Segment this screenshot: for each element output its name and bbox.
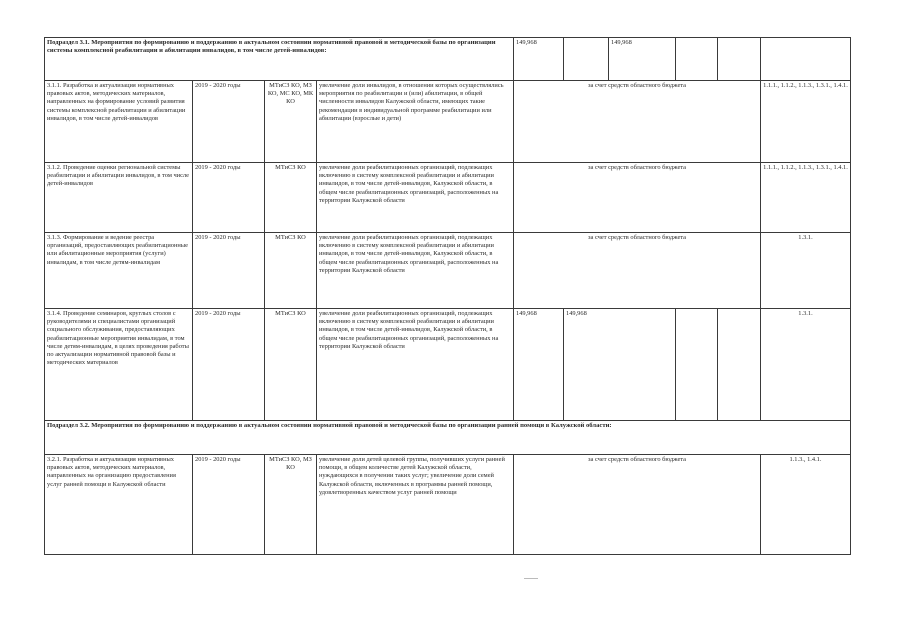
measure-executor: МТиСЗ КО — [265, 309, 317, 421]
funding-source: за счет средств областного бюджета — [514, 81, 761, 163]
measure-executor: МТиСЗ КО, МЗ КО, МС КО, МК КО — [265, 81, 317, 163]
measure-name: 3.1.1. Разработка и актуализация нормативных правовых актов, методических материалов, направленных на формирование условий развития системы комплексной реабилитации и абилитации инвалидов, в том числе детей-инвалидов — [45, 81, 193, 163]
table-row — [45, 81, 851, 163]
measure-executor: МТиСЗ КО, МЗ КО — [265, 455, 317, 555]
measure-result: увеличение доли реабилитационных организаций, подлежащих включению в систему комплексной реабилитации и абилитации инвалидов, в том числе детей-инвалидов, Калужской области, в общем числе реабилитационных организаций, расположенных на территории Калужской области — [317, 233, 514, 309]
indicator-links: 1.3.1. — [761, 233, 851, 309]
measure-period: 2019 - 2020 годы — [193, 455, 265, 555]
funding-source: за счет средств областного бюджета — [514, 455, 761, 555]
indicator-links: 1.1.1., 1.1.2., 1.1.3., 1.3.1., 1.4.1. — [761, 81, 851, 163]
indicator-links: 1.1.3., 1.4.1. — [761, 455, 851, 555]
measure-period: 2019 - 2020 годы — [193, 309, 265, 421]
measure-result: увеличение доли детей целевой группы, получивших услуги ранней помощи, в общем количестве детей Калужской области, нуждающихся в получении таких услуг; увеличение доли семей Калужской области, включенных в программы ранней помощи, удовлетворенных качеством услуг ранней помощи — [317, 455, 514, 555]
measure-name: 3.2.1. Разработка и актуализация нормативных правовых актов, методических материалов, направленных на организацию предоставления услуг ранней помощи в Калужской области — [45, 455, 193, 555]
section-header-row — [45, 38, 851, 81]
table-row — [45, 309, 851, 421]
measure-name: 3.1.2. Проведение оценки региональной системы реабилитации и абилитации инвалидов, в том числе детей-инвалидов — [45, 163, 193, 233]
measure-period: 2019 - 2020 годы — [193, 233, 265, 309]
table-row — [45, 163, 851, 233]
measure-executor: МТиСЗ КО — [265, 233, 317, 309]
measure-executor: МТиСЗ КО — [265, 163, 317, 233]
measure-period: 2019 - 2020 годы — [193, 163, 265, 233]
table-row — [45, 233, 851, 309]
measure-name: 3.1.3. Формирование и ведение реестра организаций, предоставляющих реабилитационные или абилитационные мероприятия (услуги) инвалидам, в том числе детям-инвалидам — [45, 233, 193, 309]
funding-value-b: 149,968 — [564, 309, 676, 421]
total-value-b: 149,968 — [609, 38, 676, 81]
funding-source: за счет средств областного бюджета — [514, 163, 761, 233]
measure-period: 2019 - 2020 годы — [193, 81, 265, 163]
measure-name: 3.1.4. Проведение семинаров, круглых столов с руководителями и специалистами организаций социального обслуживания, предоставляющих реабилитационные мероприятия инвалидам, в том числе детям-инвалидам, в целях проведения работы по актуализации нормативной правовой базы и методических материалов — [45, 309, 193, 421]
measures-table — [44, 37, 851, 555]
indicator-links: 1.3.1. — [761, 309, 851, 421]
measure-result: увеличение доли инвалидов, в отношении которых осуществлялись мероприятия по реабилитации и (или) абилитации, в общей численности инвалидов Калужской области, имеющих такие рекомендации в индивидуальной программе реабилитации или абилитации (взрослые и дети) — [317, 81, 514, 163]
indicator-links: 1.1.1., 1.1.2., 1.1.3., 1.3.1., 1.4.1. — [761, 163, 851, 233]
funding-value-a: 149,968 — [514, 309, 564, 421]
measure-result: увеличение доли реабилитационных организаций, подлежащих включению в систему комплексной реабилитации и абилитации инвалидов, в том числе детей-инвалидов, Калужской области, в общем числе реабилитационных организаций, расположенных на территории Калужской области — [317, 163, 514, 233]
table-row — [45, 455, 851, 555]
total-value-a: 149,968 — [514, 38, 564, 81]
section-title: Подраздел 3.2. Мероприятия по формированию и поддержанию в актуальном состоянии нормативной правовой и методической базы по организации ранней помощи в Калужской области: — [45, 421, 851, 455]
measure-result: увеличение доли реабилитационных организаций, подлежащих включению в систему комплексной реабилитации и абилитации инвалидов, в том числе детей-инвалидов, Калужской области, в общем числе реабилитационных организаций, расположенных на территории Калужской области — [317, 309, 514, 421]
section-title: Подраздел 3.1. Мероприятия по формированию и поддержанию в актуальном состоянии нормативной правовой и методической базы по организации системы комплексной реабилитации и абилитации инвалидов, в том числе детей-инвалидов: — [45, 38, 514, 81]
funding-source: за счет средств областного бюджета — [514, 233, 761, 309]
section-header-row — [45, 421, 851, 455]
scan-mark — [524, 578, 538, 579]
